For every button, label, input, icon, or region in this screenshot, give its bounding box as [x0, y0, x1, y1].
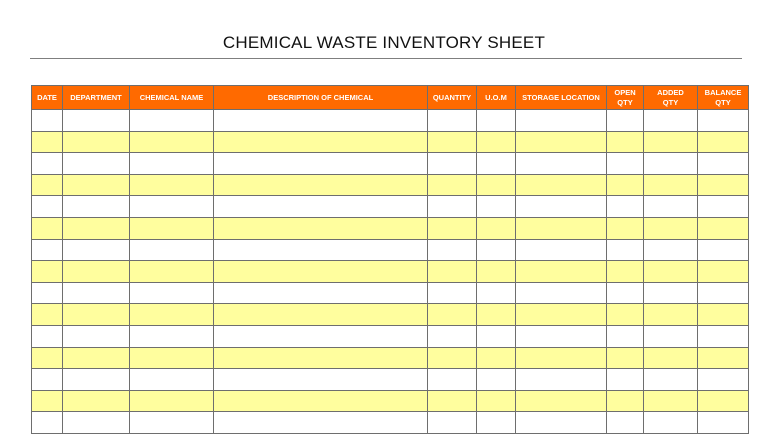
cell-description[interactable]	[214, 110, 428, 132]
inventory-table	[31, 85, 749, 434]
cell-chemical-name[interactable]	[130, 325, 214, 347]
cell-description[interactable]	[214, 325, 428, 347]
cell-balance-qty[interactable]	[698, 390, 749, 412]
cell-storage-location[interactable]	[516, 261, 607, 283]
cell-open-qty[interactable]	[607, 347, 644, 369]
cell-added-qty[interactable]	[644, 282, 698, 304]
cell-open-qty[interactable]	[607, 239, 644, 261]
cell-description[interactable]	[214, 196, 428, 218]
cell-chemical-name[interactable]	[130, 390, 214, 412]
cell-uom[interactable]	[477, 239, 516, 261]
cell-date[interactable]	[32, 110, 63, 132]
cell-balance-qty[interactable]	[698, 110, 749, 132]
cell-uom[interactable]	[477, 110, 516, 132]
cell-description[interactable]	[214, 390, 428, 412]
cell-quantity[interactable]	[428, 412, 477, 434]
sheet-title: CHEMICAL WASTE INVENTORY SHEET	[222, 33, 546, 52]
cell-uom[interactable]	[477, 347, 516, 369]
cell-date[interactable]	[32, 174, 63, 196]
cell-chemical-name[interactable]	[130, 174, 214, 196]
cell-quantity[interactable]	[428, 369, 477, 391]
cell-date[interactable]	[32, 239, 63, 261]
cell-uom[interactable]	[477, 282, 516, 304]
cell-description[interactable]	[214, 412, 428, 434]
cell-department[interactable]	[63, 239, 130, 261]
cell-uom[interactable]	[477, 369, 516, 391]
cell-department[interactable]	[63, 153, 130, 175]
cell-department[interactable]	[63, 196, 130, 218]
column-header-label: CHEMICAL NAME	[139, 92, 204, 102]
cell-quantity[interactable]	[428, 110, 477, 132]
column-header-label: STORAGE LOCATION	[522, 92, 600, 102]
table-row	[32, 131, 749, 153]
cell-date[interactable]	[32, 131, 63, 153]
cell-balance-qty[interactable]	[698, 239, 749, 261]
cell-chemical-name[interactable]	[130, 217, 214, 239]
cell-balance-qty[interactable]	[698, 217, 749, 239]
cell-quantity[interactable]	[428, 325, 477, 347]
cell-department[interactable]	[63, 390, 130, 412]
cell-storage-location[interactable]	[516, 196, 607, 218]
cell-balance-qty[interactable]	[698, 325, 749, 347]
cell-chemical-name[interactable]	[130, 304, 214, 326]
cell-open-qty[interactable]	[607, 174, 644, 196]
table-row	[32, 110, 749, 132]
cell-open-qty[interactable]	[607, 369, 644, 391]
cell-uom[interactable]	[477, 196, 516, 218]
cell-storage-location[interactable]	[516, 217, 607, 239]
cell-uom[interactable]	[477, 174, 516, 196]
cell-quantity[interactable]	[428, 261, 477, 283]
cell-quantity[interactable]	[428, 196, 477, 218]
cell-storage-location[interactable]	[516, 412, 607, 434]
cell-department[interactable]	[63, 110, 130, 132]
cell-date[interactable]	[32, 390, 63, 412]
header-row	[32, 86, 749, 110]
cell-storage-location[interactable]	[516, 369, 607, 391]
cell-uom[interactable]	[477, 304, 516, 326]
cell-open-qty[interactable]	[607, 110, 644, 132]
cell-balance-qty[interactable]	[698, 304, 749, 326]
cell-quantity[interactable]	[428, 390, 477, 412]
cell-added-qty[interactable]	[644, 153, 698, 175]
cell-balance-qty[interactable]	[698, 369, 749, 391]
cell-open-qty[interactable]	[607, 131, 644, 153]
cell-description[interactable]	[214, 174, 428, 196]
cell-uom[interactable]	[477, 261, 516, 283]
cell-added-qty[interactable]	[644, 110, 698, 132]
cell-description[interactable]	[214, 153, 428, 175]
cell-open-qty[interactable]	[607, 304, 644, 326]
cell-description[interactable]	[214, 239, 428, 261]
cell-added-qty[interactable]	[644, 196, 698, 218]
column-header-label: ADDED	[657, 87, 684, 97]
cell-description[interactable]	[214, 217, 428, 239]
cell-uom[interactable]	[477, 390, 516, 412]
table-row	[32, 153, 749, 175]
cell-open-qty[interactable]	[607, 217, 644, 239]
cell-description[interactable]	[214, 261, 428, 283]
cell-department[interactable]	[63, 217, 130, 239]
cell-added-qty[interactable]	[644, 261, 698, 283]
cell-department[interactable]	[63, 304, 130, 326]
cell-date[interactable]	[32, 325, 63, 347]
cell-storage-location[interactable]	[516, 239, 607, 261]
cell-uom[interactable]	[477, 153, 516, 175]
cell-open-qty[interactable]	[607, 412, 644, 434]
column-header-label: U.O.M	[485, 92, 507, 102]
cell-storage-location[interactable]	[516, 304, 607, 326]
table-row	[32, 174, 749, 196]
cell-date[interactable]	[32, 347, 63, 369]
table-row	[32, 412, 749, 434]
cell-chemical-name[interactable]	[130, 412, 214, 434]
table-row	[32, 390, 749, 412]
cell-storage-location[interactable]	[516, 390, 607, 412]
cell-added-qty[interactable]	[644, 369, 698, 391]
column-header-label-line2: QTY	[662, 97, 679, 107]
column-header-date	[32, 86, 63, 110]
column-header-label: OPEN	[614, 87, 636, 97]
table-row	[32, 347, 749, 369]
cell-open-qty[interactable]	[607, 153, 644, 175]
cell-department[interactable]	[63, 261, 130, 283]
cell-quantity[interactable]	[428, 239, 477, 261]
cell-storage-location[interactable]	[516, 110, 607, 132]
table-row	[32, 369, 749, 391]
cell-uom[interactable]	[477, 412, 516, 434]
table-header	[32, 86, 749, 110]
cell-department[interactable]	[63, 174, 130, 196]
cell-quantity[interactable]	[428, 174, 477, 196]
cell-date[interactable]	[32, 196, 63, 218]
column-header-department	[63, 86, 130, 110]
cell-department[interactable]	[63, 347, 130, 369]
column-header-label: DATE	[37, 92, 57, 102]
column-header-uom	[477, 86, 516, 110]
cell-added-qty[interactable]	[644, 174, 698, 196]
cell-storage-location[interactable]	[516, 131, 607, 153]
cell-open-qty[interactable]	[607, 390, 644, 412]
title-underline	[30, 58, 742, 59]
cell-quantity[interactable]	[428, 304, 477, 326]
cell-department[interactable]	[63, 369, 130, 391]
cell-description[interactable]	[214, 304, 428, 326]
cell-quantity[interactable]	[428, 131, 477, 153]
cell-added-qty[interactable]	[644, 304, 698, 326]
cell-storage-location[interactable]	[516, 347, 607, 369]
table-row	[32, 261, 749, 283]
table-row	[32, 196, 749, 218]
table-row	[32, 217, 749, 239]
cell-quantity[interactable]	[428, 153, 477, 175]
cell-balance-qty[interactable]	[698, 261, 749, 283]
table-row	[32, 239, 749, 261]
cell-balance-qty[interactable]	[698, 196, 749, 218]
column-header-label: DESCRIPTION OF CHEMICAL	[267, 92, 374, 102]
cell-department[interactable]	[63, 131, 130, 153]
cell-chemical-name[interactable]	[130, 131, 214, 153]
cell-uom[interactable]	[477, 217, 516, 239]
cell-department[interactable]	[63, 412, 130, 434]
cell-date[interactable]	[32, 369, 63, 391]
cell-storage-location[interactable]	[516, 153, 607, 175]
cell-date[interactable]	[32, 412, 63, 434]
cell-added-qty[interactable]	[644, 390, 698, 412]
cell-open-qty[interactable]	[607, 282, 644, 304]
cell-added-qty[interactable]	[644, 217, 698, 239]
column-header-open-qty	[607, 86, 644, 110]
cell-added-qty[interactable]	[644, 239, 698, 261]
column-header-balance-qty	[698, 86, 749, 110]
cell-date[interactable]	[32, 153, 63, 175]
column-header-quantity	[428, 86, 477, 110]
cell-description[interactable]	[214, 131, 428, 153]
cell-balance-qty[interactable]	[698, 153, 749, 175]
cell-chemical-name[interactable]	[130, 369, 214, 391]
cell-added-qty[interactable]	[644, 347, 698, 369]
cell-balance-qty[interactable]	[698, 412, 749, 434]
cell-description[interactable]	[214, 282, 428, 304]
cell-chemical-name[interactable]	[130, 239, 214, 261]
cell-added-qty[interactable]	[644, 131, 698, 153]
cell-storage-location[interactable]	[516, 325, 607, 347]
cell-date[interactable]	[32, 217, 63, 239]
column-header-chemical-name	[130, 86, 214, 110]
cell-balance-qty[interactable]	[698, 131, 749, 153]
cell-date[interactable]	[32, 304, 63, 326]
cell-department[interactable]	[63, 325, 130, 347]
column-header-added-qty	[644, 86, 698, 110]
column-header-storage-location	[516, 86, 607, 110]
cell-uom[interactable]	[477, 325, 516, 347]
column-header-label: QUANTITY	[432, 92, 472, 102]
cell-chemical-name[interactable]	[130, 153, 214, 175]
cell-balance-qty[interactable]	[698, 282, 749, 304]
column-header-label-line2: QTY	[715, 97, 731, 107]
cell-added-qty[interactable]	[644, 325, 698, 347]
column-header-description	[214, 86, 428, 110]
cell-balance-qty[interactable]	[698, 174, 749, 196]
cell-department[interactable]	[63, 282, 130, 304]
cell-date[interactable]	[32, 282, 63, 304]
cell-uom[interactable]	[477, 131, 516, 153]
cell-balance-qty[interactable]	[698, 347, 749, 369]
cell-open-qty[interactable]	[607, 325, 644, 347]
cell-date[interactable]	[32, 261, 63, 283]
column-header-label-line2: QTY	[617, 97, 633, 107]
cell-description[interactable]	[214, 369, 428, 391]
cell-quantity[interactable]	[428, 282, 477, 304]
cell-chemical-name[interactable]	[130, 347, 214, 369]
cell-chemical-name[interactable]	[130, 261, 214, 283]
cell-quantity[interactable]	[428, 347, 477, 369]
cell-storage-location[interactable]	[516, 282, 607, 304]
column-header-label: DEPARTMENT	[70, 92, 122, 102]
table-row	[32, 325, 749, 347]
cell-quantity[interactable]	[428, 217, 477, 239]
table-row	[32, 282, 749, 304]
column-header-label: BALANCE	[704, 87, 742, 97]
cell-storage-location[interactable]	[516, 174, 607, 196]
cell-open-qty[interactable]	[607, 261, 644, 283]
cell-chemical-name[interactable]	[130, 282, 214, 304]
table-row	[32, 304, 749, 326]
table-body	[32, 110, 749, 434]
cell-description[interactable]	[214, 347, 428, 369]
cell-chemical-name[interactable]	[130, 110, 214, 132]
cell-open-qty[interactable]	[607, 196, 644, 218]
cell-chemical-name[interactable]	[130, 196, 214, 218]
cell-added-qty[interactable]	[644, 412, 698, 434]
